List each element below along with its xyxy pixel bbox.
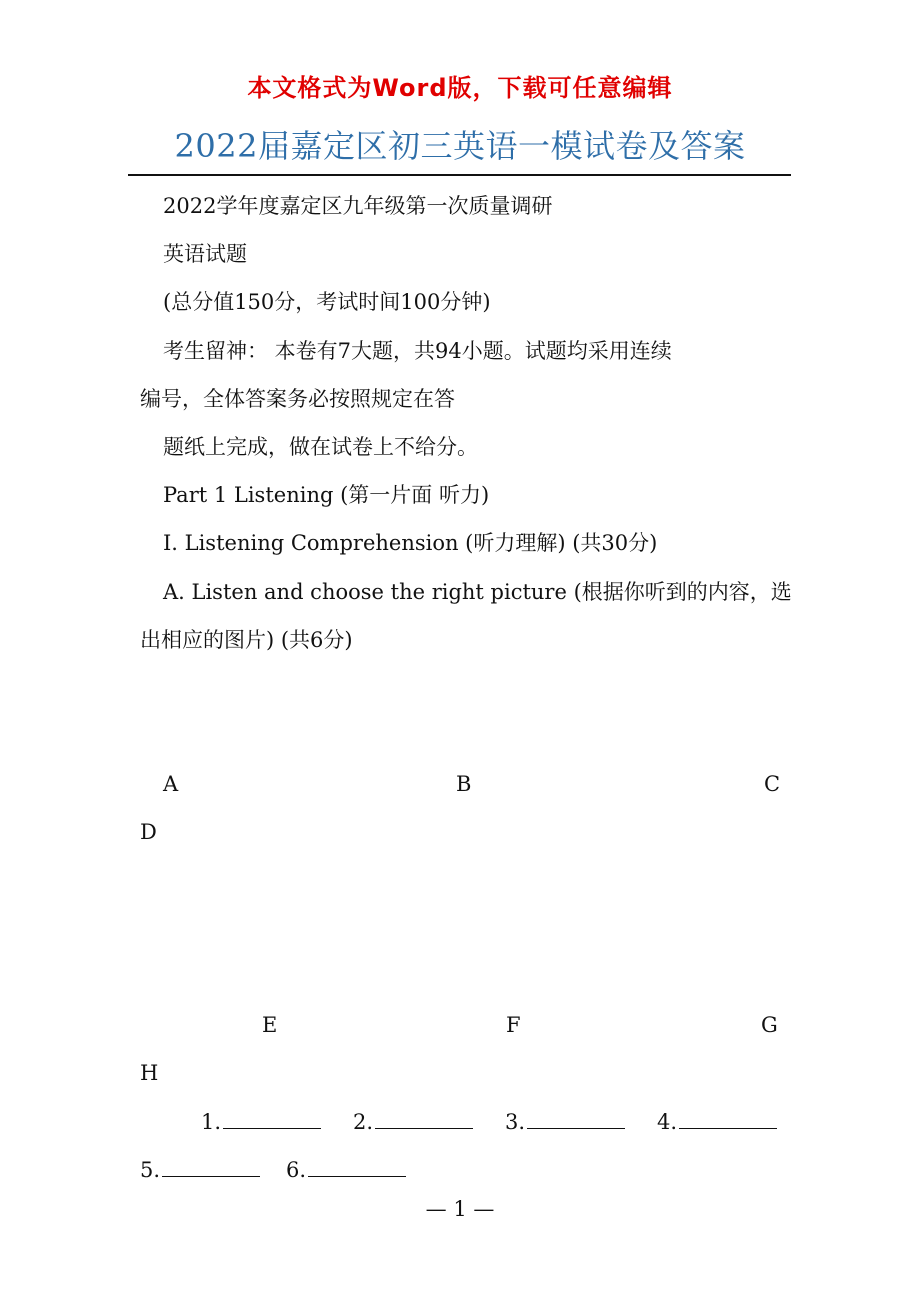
answer-number: 4. — [657, 1110, 678, 1134]
section-heading: I. Listening Comprehension (听力理解) (共30分) — [163, 531, 658, 555]
answer-slot-6 — [286, 1156, 406, 1184]
task-instruction-line-1: A. Listen and choose the right picture (根据你听到的内容，选 — [163, 580, 792, 604]
answer-number: 3. — [505, 1110, 526, 1134]
answer-blank[interactable] — [223, 1108, 321, 1129]
page-number: — 1 — — [425, 1197, 495, 1221]
picture-label-a: A — [163, 772, 179, 796]
answer-number: 6. — [286, 1158, 307, 1182]
picture-label-f: F — [506, 1013, 521, 1037]
document-title: 2022届嘉定区初三英语一模试卷及答案 — [174, 127, 746, 165]
answer-slot-1 — [201, 1108, 321, 1136]
part-heading: Part 1 Listening (第一片面 听力) — [163, 483, 490, 507]
answer-number: 2. — [353, 1110, 374, 1134]
picture-label-g: G — [761, 1013, 778, 1037]
picture-label-e: E — [262, 1013, 278, 1037]
picture-label-h: H — [140, 1061, 159, 1085]
edit-notice-banner: 本文格式为Word版，下载可任意编辑 — [247, 74, 673, 102]
exam-subject-line: 英语试题 — [163, 242, 247, 266]
answer-blank[interactable] — [308, 1156, 406, 1177]
instructions-line-2: 编号，全体答案务必按照规定在答 — [140, 387, 455, 411]
picture-label-c: C — [764, 772, 781, 796]
instructions-line-3: 题纸上完成，做在试卷上不给分。 — [163, 435, 478, 459]
answer-blank[interactable] — [162, 1156, 260, 1177]
exam-header-line: 2022学年度嘉定区九年级第一次质量调研 — [163, 194, 553, 218]
exam-score-time-line: (总分值150分，考试时间100分钟) — [163, 290, 491, 314]
answer-slot-4 — [657, 1108, 777, 1136]
picture-label-d: D — [140, 820, 157, 844]
answer-slot-5 — [140, 1156, 260, 1184]
answer-slot-2 — [353, 1108, 473, 1136]
answer-blank[interactable] — [527, 1108, 625, 1129]
answer-slot-3 — [505, 1108, 625, 1136]
picture-label-b: B — [456, 772, 472, 796]
answer-number: 5. — [140, 1158, 161, 1182]
answer-blank[interactable] — [679, 1108, 777, 1129]
task-instruction-line-2: 出相应的图片) (共6分) — [140, 628, 353, 652]
instructions-line-1: 考生留神： 本卷有7大题，共94小题。试题均采用连续 — [163, 339, 672, 363]
title-divider — [128, 174, 791, 176]
answer-number: 1. — [201, 1110, 222, 1134]
answer-blank[interactable] — [375, 1108, 473, 1129]
